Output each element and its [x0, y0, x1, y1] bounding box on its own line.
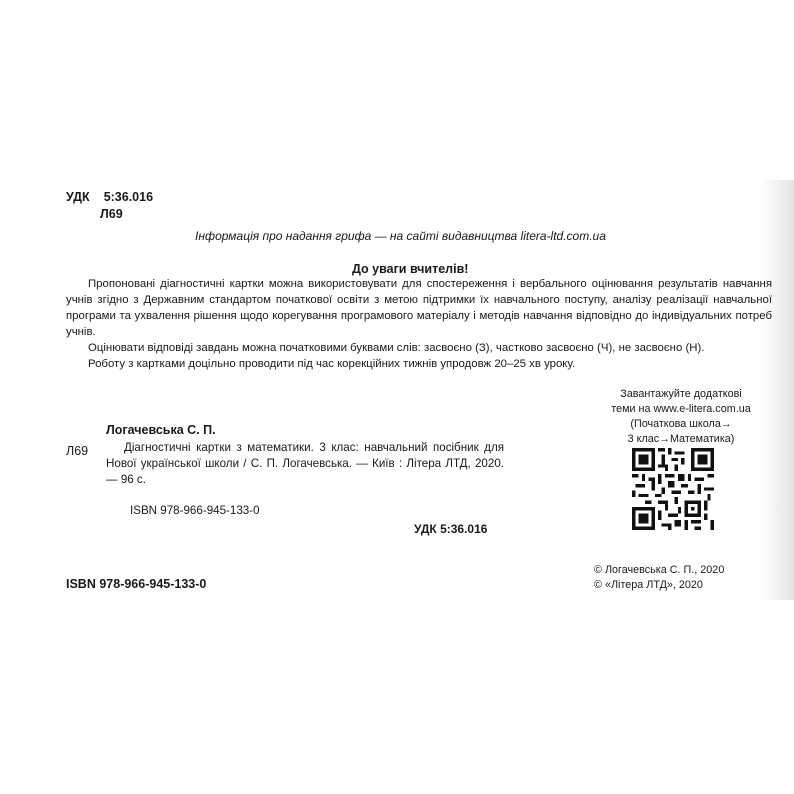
catalog-isbn: ISBN 978-966-945-133-0: [130, 504, 260, 517]
footer-isbn: ISBN 978-966-945-133-0: [66, 577, 207, 591]
udk-label: УДК: [66, 190, 90, 204]
download-line-3: (Початкова школа→: [630, 418, 732, 430]
notice-paragraph-3: Роботу з картками доцільно проводити під час корекційних тижнів упродовж 20–25 хв уроку.: [88, 358, 576, 370]
catalog-author: Логачевська С. П.: [106, 423, 216, 437]
udk-header: [66, 188, 153, 206]
udk-code: 5:36.016: [103, 190, 154, 204]
grif-info: Інформація про надання грифа — на сайті видавництва litera-ltd.com.ua: [195, 229, 606, 243]
copyright-block: [594, 563, 724, 593]
catalog-description: Діагностичні картки з математики. 3 клас: навчальний посібник для Нової української школи / С. П. Логачевська. — Київ : Літера ЛТД, 2020. — 96 с.: [106, 441, 504, 486]
notice-title: До уваги вчителів!: [352, 262, 469, 276]
download-info: [590, 387, 772, 447]
copyright-publisher: © «Літера ЛТД», 2020: [594, 579, 703, 591]
download-line-1: Завантажуйте додаткові: [620, 388, 742, 400]
notice-paragraph-1: Пропоновані діагностичні картки можна використовувати для спостереження і вербального оцінювання результатів навчання учнів згідно з Державним стандартом початкової освіти з метою підтримки їх навчального поступу, аналізу реалізації навчальної програми та ухвалення рішення щодо корегування програмового матеріалу і методів навчання відповідно до індивідуальних потреб учнів.: [66, 278, 772, 338]
catalog-udk: УДК 5:36.016: [414, 522, 488, 536]
copyright-author: © Логачевська С. П., 2020: [594, 564, 725, 576]
catalog-shelf-code: Л69: [66, 444, 89, 458]
notice-paragraph-2: Оцінювати відповіді завдань можна початковими буквами слів: засвоєно (З), частково засвоєно (Ч), не засвоєно (Н).: [88, 342, 705, 354]
shelf-code-top: Л69: [100, 207, 123, 221]
download-line-2: теми на www.e-litera.com.ua: [611, 403, 751, 415]
download-line-4: 3 клас→Математика): [627, 433, 735, 445]
qr-code[interactable]: [632, 448, 714, 530]
